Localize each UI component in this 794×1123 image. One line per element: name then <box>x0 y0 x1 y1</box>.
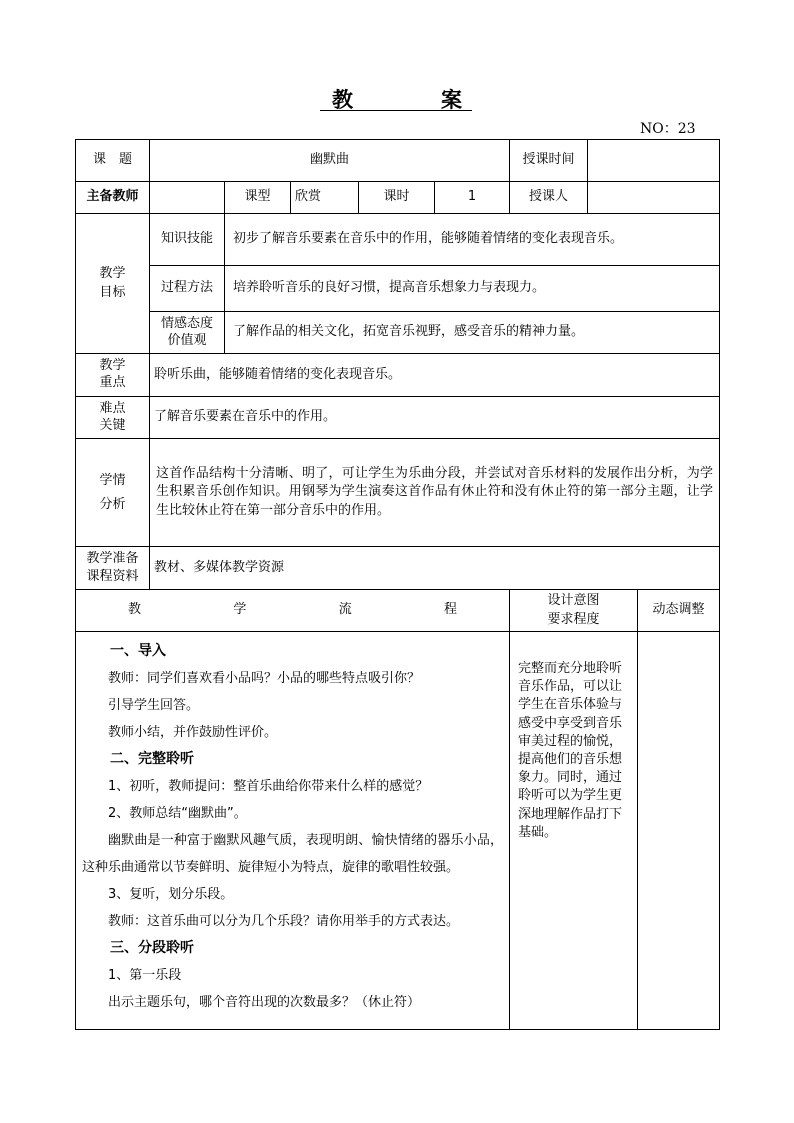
goal-row-emotion <box>76 312 720 354</box>
flow-header-char-1: 教 <box>128 602 142 618</box>
flow-line: 3、复听，划分乐段。 <box>108 887 234 902</box>
teacher-label: 主备教师 <box>76 182 150 214</box>
key-points-label-line1: 教学 <box>99 358 126 374</box>
adjust-header: 动态调整 <box>638 590 720 632</box>
goal-label-emotion-line1: 情感态度 <box>160 315 213 331</box>
goals-label-line1: 教学 <box>99 266 126 282</box>
difficulties-label-line2: 关键 <box>99 417 126 433</box>
lecturer-label: 授课人 <box>510 182 588 214</box>
goal-row-knowledge <box>76 214 720 266</box>
document-number: NO：23 <box>640 121 696 137</box>
flow-heading-full-listening: 二、完整聆听 <box>110 751 194 767</box>
type-label: 课型 <box>225 182 291 214</box>
resources-label-line1: 教学准备 <box>86 550 139 566</box>
difficulties-row <box>76 397 720 439</box>
flow-line: 1、第一乐段 <box>108 968 182 983</box>
analysis-label <box>76 439 150 547</box>
key-points-label <box>76 354 150 397</box>
goal-label-knowledge: 知识技能 <box>150 214 225 266</box>
flow-line: 2、教师总结“幽默曲”。 <box>108 806 247 821</box>
time-label: 授课时间 <box>510 140 588 182</box>
goal-label-process: 过程方法 <box>150 266 225 312</box>
goal-row-process <box>76 266 720 312</box>
flow-heading-intro: 一、导入 <box>110 643 166 659</box>
key-points-label-line2: 重点 <box>99 375 126 390</box>
resources-text: 教材、多媒体教学资源 <box>150 547 720 590</box>
flow-header-row <box>76 590 720 632</box>
flow-line: 1、初听，教师提问：整首乐曲给你带来什么样的感觉？ <box>108 779 429 794</box>
flow-header <box>76 590 510 632</box>
flow-line: 引导学生回答。 <box>108 698 200 713</box>
flow-heading-section-listening: 三、分段聆听 <box>110 940 194 956</box>
teacher-value <box>150 182 225 214</box>
goal-label-emotion-line2: 价值观 <box>167 332 207 348</box>
goals-label-line2: 目标 <box>99 284 126 300</box>
key-points-row <box>76 354 720 397</box>
resources-label <box>76 547 150 590</box>
difficulties-label <box>76 397 150 439</box>
flow-header-char-3: 流 <box>338 602 352 618</box>
difficulties-label-line1: 难点 <box>99 400 126 416</box>
goal-text-process: 培养聆听音乐的良好习惯，提高音乐想象力与表现力。 <box>225 266 720 312</box>
resources-row <box>76 547 720 590</box>
goal-text-knowledge: 初步了解音乐要素在音乐中的作用，能够随着情绪的变化表现音乐。 <box>225 214 720 266</box>
goal-text-emotion: 了解作品的相关文化，拓宽音乐视野，感受音乐的精神力量。 <box>225 312 720 354</box>
topic-value: 幽默曲 <box>150 140 510 182</box>
flow-content <box>76 632 510 1030</box>
intent-header-line1: 设计意图 <box>547 593 600 609</box>
time-value <box>588 140 720 182</box>
difficulties-text: 了解音乐要素在音乐中的作用。 <box>150 397 720 439</box>
flow-header-char-4: 程 <box>444 602 458 618</box>
lesson-plan-table <box>75 139 720 1030</box>
goals-label <box>76 214 150 354</box>
document-title: 教案 <box>332 87 550 112</box>
hours-value: 1 <box>435 182 510 214</box>
analysis-text: 这首作品结构十分清晰、明了，可让学生为乐曲分段，并尝试对音乐材料的发展作出分析，为学生积累音乐创作知识。用钢琴为学生演奏这首作品有休止符和没有休止符的第一部分主题，让学生比较休止符在第一部分音乐中的作用。 <box>150 439 720 547</box>
flow-header-chars <box>80 601 505 619</box>
flow-line: 教师：同学们喜欢看小品吗？小品的哪些特点吸引你？ <box>108 671 421 686</box>
intent-header <box>510 590 638 632</box>
type-value: 欣赏 <box>291 182 359 214</box>
topic-row <box>76 140 720 182</box>
flow-body-row <box>76 632 720 1030</box>
analysis-row <box>76 439 720 547</box>
analysis-label-line1: 学情 <box>99 473 126 489</box>
lecturer-value <box>588 182 720 214</box>
intent-header-line2: 要求程度 <box>547 611 600 627</box>
flow-line: 教师小结，并作鼓励性评价。 <box>108 725 278 740</box>
teacher-row <box>76 182 720 214</box>
adjust-text <box>638 632 720 1030</box>
flow-header-char-2: 学 <box>233 602 247 618</box>
analysis-label-line2: 分析 <box>99 496 126 512</box>
flow-line: 教师：这首乐曲可以分为几个乐段？请你用举手的方式表达。 <box>108 914 460 929</box>
flow-line: 出示主题乐句，哪个音符出现的次数最多？（休止符） <box>108 995 421 1010</box>
flow-paragraph-humoresque: 幽默曲是一种富于幽默风趣气质，表现明朗、愉快情绪的器乐小品，这种乐曲通常以节奏鲜明、旋律短小为特点，旋律的歌唱性较强。 <box>82 833 504 875</box>
hours-label: 课时 <box>359 182 435 214</box>
title-underline <box>320 110 472 111</box>
goal-label-emotion <box>150 312 225 354</box>
key-points-text: 聆听乐曲，能够随着情绪的变化表现音乐。 <box>150 354 720 397</box>
topic-label: 课 题 <box>76 140 150 182</box>
resources-label-line2: 课程资料 <box>86 569 139 584</box>
intent-text: 完整而充分地聆听音乐作品，可以让学生在音乐体验与感受中享受到音乐审美过程的愉悦，提高他们的音乐想象力。同时，通过聆听可以为学生更深地理解作品打下基础。 <box>510 632 638 1030</box>
